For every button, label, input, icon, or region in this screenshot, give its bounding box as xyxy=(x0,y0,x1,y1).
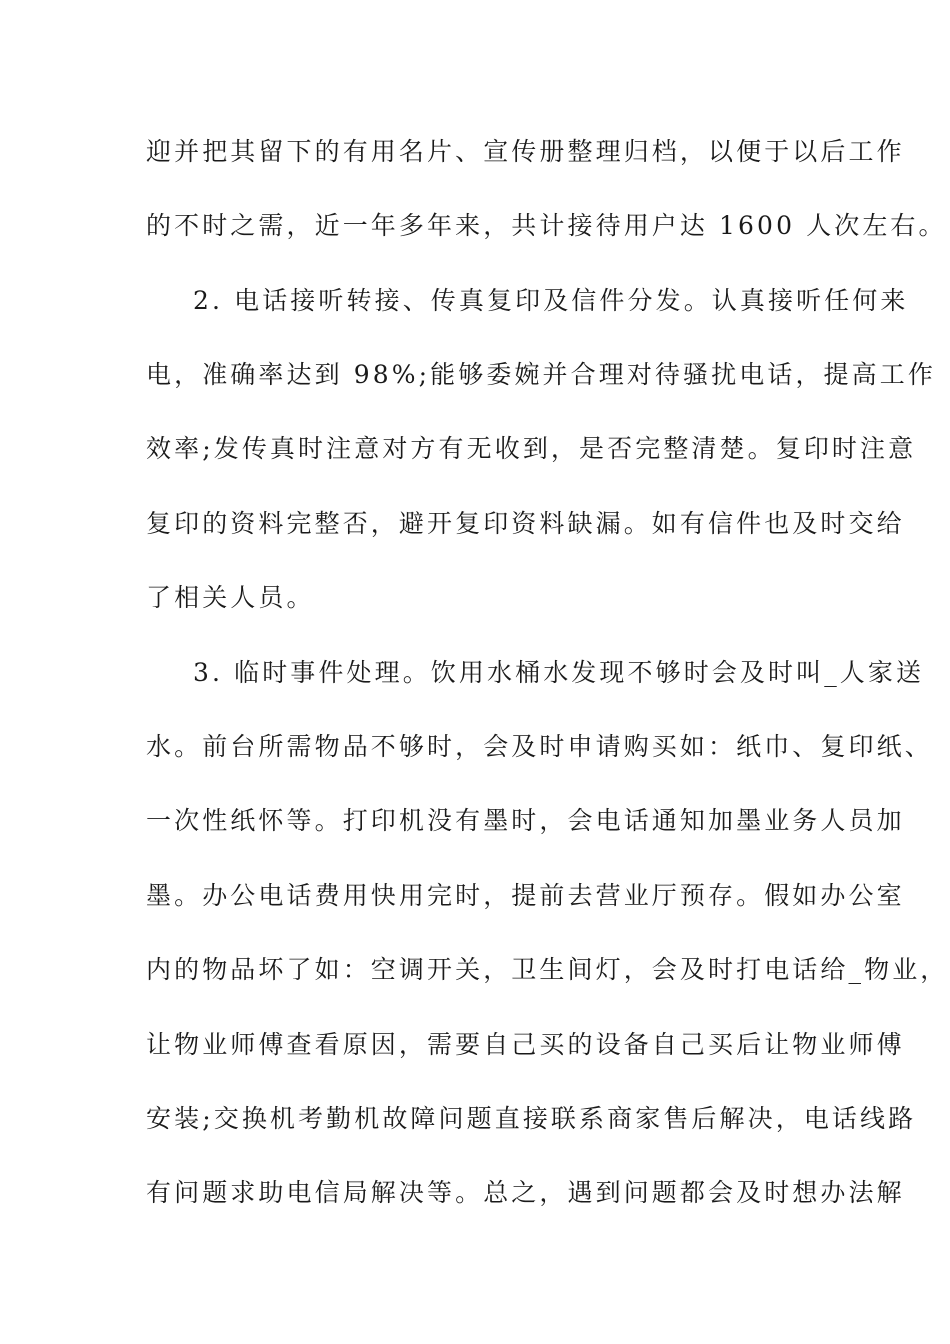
text-line: 了相关人员。 xyxy=(146,583,315,612)
text-line: 复印的资料完整否，避开复印资料缺漏。如有信件也及时交给 xyxy=(146,509,905,538)
text-line: 让物业师傅查看原因，需要自己买的设备自己买后让物业师傅 xyxy=(146,1030,905,1059)
text-line: 墨。办公电话费用快用完时，提前去营业厅预存。假如办公室 xyxy=(146,881,905,910)
text-line: 的不时之需，近一年多年来，共计接待用户达 1600 人次左右。 xyxy=(146,211,947,240)
paragraph-start-line: 2. 电话接听转接、传真复印及信件分发。认真接听任何来 xyxy=(193,286,909,315)
text-line: 内的物品坏了如：空调开关，卫生间灯，会及时打电话给_物业， xyxy=(146,955,949,984)
text-line: 水。前台所需物品不够时，会及时申请购买如：纸巾、复印纸、 xyxy=(146,732,933,761)
text-line: 迎并把其留下的有用名片、宣传册整理归档，以便于以后工作 xyxy=(146,137,905,166)
text-line: 效率;发传真时注意对方有无收到，是否完整清楚。复印时注意 xyxy=(146,434,917,463)
text-line: 电，准确率达到 98%;能够委婉并合理对待骚扰电话，提高工作 xyxy=(146,360,936,389)
text-line: 有问题求助电信局解决等。总之，遇到问题都会及时想办法解 xyxy=(146,1178,905,1207)
paragraph-start-line: 3. 临时事件处理。饮用水桶水发现不够时会及时叫_人家送 xyxy=(193,658,925,687)
text-line: 一次性纸怀等。打印机没有墨时，会电话通知加墨业务人员加 xyxy=(146,806,905,835)
text-line: 安装;交换机考勤机故障问题直接联系商家售后解决，电话线路 xyxy=(146,1104,917,1133)
